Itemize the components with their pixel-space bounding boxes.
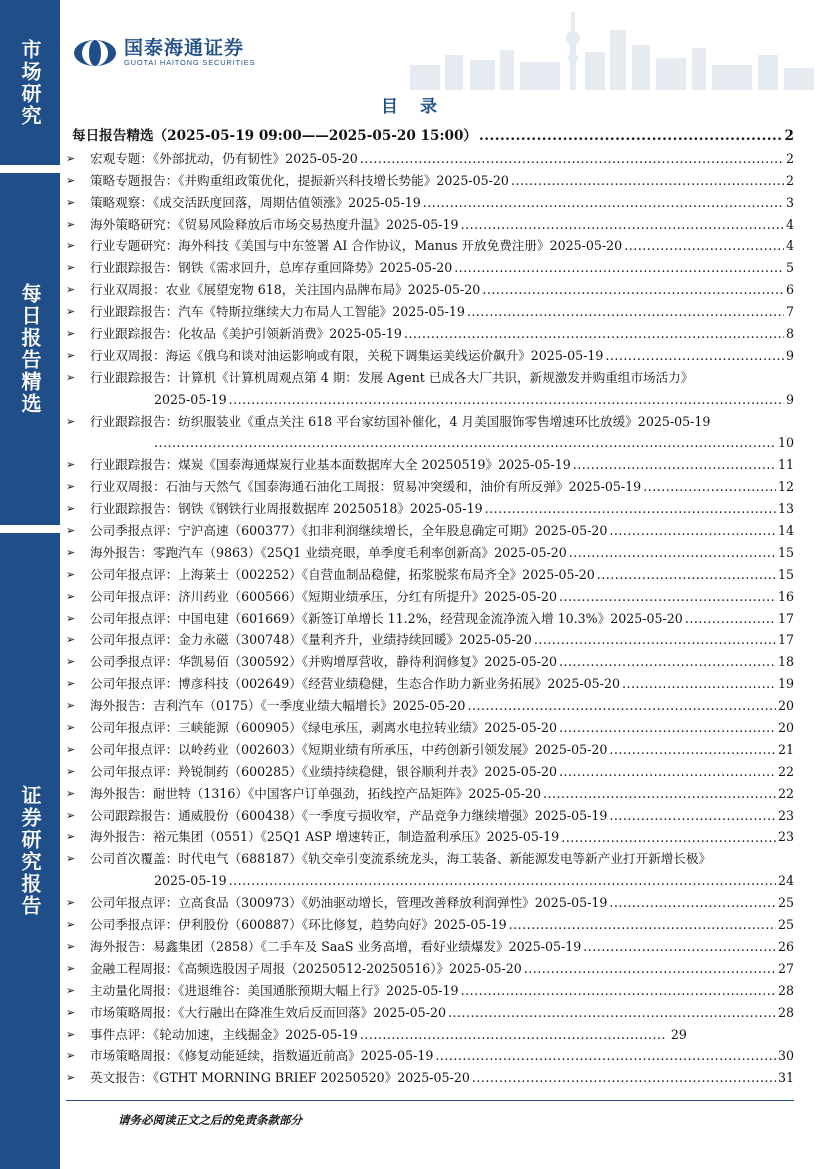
toc-page-number: 19 xyxy=(777,676,794,692)
toc-entry-title: 行业跟踪报告：计算机《计算机周观点第 4 期：发展 Agent 已成各大厂共识，新规激发并购重组市场活力》 xyxy=(90,369,694,385)
toc-page-number: 9 xyxy=(785,347,794,363)
toc-page-number: 28 xyxy=(777,982,794,998)
toc-entry[interactable] xyxy=(66,717,794,739)
toc-entry-title: 英文报告：《GTHT MORNING BRIEF 20250520》2025-05-20 xyxy=(90,1070,470,1086)
toc-entry-title: 市场策略周报：《大行融出在降准生效后反而回落》2025-05-20 xyxy=(90,1004,446,1020)
toc-entry[interactable] xyxy=(66,914,794,936)
toc-entry-title: 海外报告：耐世特（1316）《中国客户订单强劲，拓线控产品矩阵》2025-05-20 xyxy=(90,785,541,801)
toc-entry-title: 行业双周报：石油与天然气《国泰海通石油化工周报：贸易冲突缓和，油价有所反弹》2025-05-19 xyxy=(90,479,642,495)
toc-entry[interactable] xyxy=(66,476,794,498)
arrow-bullet-icon: ➢ xyxy=(66,1005,76,1019)
arrow-bullet-icon: ➢ xyxy=(66,589,76,603)
toc-leader-dots xyxy=(229,389,784,411)
toc-entry[interactable] xyxy=(66,520,794,542)
toc-leader-dots xyxy=(559,586,776,608)
toc-entry-title: 行业双周报：农业《展望宠物 618，关注国内品牌布局》2025-05-20 xyxy=(90,282,481,298)
toc-entry[interactable] xyxy=(66,936,794,958)
toc-page-number: 22 xyxy=(777,785,794,801)
logo-mark-icon xyxy=(72,38,118,68)
toc-leader-dots xyxy=(360,1024,665,1046)
toc-page-number: 20 xyxy=(777,720,794,736)
toc-entry-title: 行业专题研究：海外科技《美国与中东签署 AI 合作协议，Manus 开放免费注册》2025-05-20 xyxy=(90,238,623,254)
toc-leader-dots xyxy=(605,345,784,367)
toc-leader-dots xyxy=(485,498,776,520)
arrow-bullet-icon: ➢ xyxy=(66,633,76,647)
arrow-bullet-icon: ➢ xyxy=(66,217,76,231)
toc-entry-title: 海外报告：裕元集团（0551）《25Q1 ASP 增速转正，制造盈利承压》2025-05-19 xyxy=(90,829,560,845)
disclaimer-footer: 请务必阅读正文之后的免责条款部分 xyxy=(118,1113,302,1127)
arrow-bullet-icon: ➢ xyxy=(66,327,76,340)
toc-leader-dots xyxy=(467,695,776,717)
toc-leader-dots xyxy=(559,651,776,673)
toc-entry-title: 行业跟踪报告：钢铁《钢铁行业周报数据库 20250518》2025-05-19 xyxy=(90,501,483,517)
toc-entry-title: 公司年报点评：济川药业（600566）《短期业绩承压，分红有所提升》2025-05-20 xyxy=(90,588,558,604)
toc-entry[interactable] xyxy=(66,542,794,564)
toc-entry[interactable] xyxy=(66,739,794,761)
toc-entry[interactable] xyxy=(66,148,794,170)
toc-entry-title: 每日报告精选（2025-05-19 09:00——2025-05-20 15:00） xyxy=(72,127,478,144)
toc-leader-dots xyxy=(467,301,784,323)
toc-page-number: 6 xyxy=(785,282,794,298)
arrow-bullet-icon: ➢ xyxy=(66,370,76,384)
toc-leader-dots xyxy=(643,476,776,498)
toc-entry-title: 公司季报点评：伊利股份（600887）《环比修复，趋势向好》2025-05-19 xyxy=(90,917,507,933)
toc-page-number: 2 xyxy=(785,172,794,188)
toc-leader-dots xyxy=(573,454,776,476)
toc-entry-title: 公司年报点评：金力永磁（300748）《量利齐升，业绩持续回暖》2025-05-20 xyxy=(90,632,532,648)
arrow-bullet-icon: ➢ xyxy=(66,195,76,209)
toc-entry[interactable] xyxy=(66,257,794,279)
toc-page-number: 22 xyxy=(777,763,794,779)
toc-entry-title: 行业跟踪报告：钢铁《需求回升，总库存重回降势》2025-05-20 xyxy=(90,260,453,276)
toc-entry[interactable] xyxy=(66,783,794,805)
toc-entry[interactable] xyxy=(66,454,794,476)
toc-entry[interactable] xyxy=(66,805,794,827)
company-logo xyxy=(72,38,255,68)
toc-leader-dots xyxy=(624,235,784,257)
toc-entry-title: 公司年报点评：中国电建（601669）《新签订单增长 11.2%，经营现金流净流入增 10.3%》2025-05-20 xyxy=(90,610,683,626)
arrow-bullet-icon: ➢ xyxy=(66,611,76,625)
toc-leader-dots xyxy=(511,170,784,192)
toc-entry-title: 策略专题报告：《并购重组政策优化，提振新兴科技增长势能》2025-05-20 xyxy=(90,172,509,188)
arrow-bullet-icon: ➢ xyxy=(66,699,76,713)
toc-main-entry[interactable] xyxy=(66,126,794,148)
toc-entry[interactable] xyxy=(66,1002,794,1024)
toc-entry[interactable] xyxy=(66,673,794,695)
toc-entry-title: 策略观察：《成交活跃度回落，周期估值领涨》2025-05-19 xyxy=(90,194,421,210)
toc-leader-dots xyxy=(559,761,776,783)
toc-entry[interactable] xyxy=(66,651,794,673)
toc-leader-dots xyxy=(597,564,776,586)
toc-entry[interactable] xyxy=(66,301,794,323)
toc-entry-title: 海外策略研究：《贸易风险释放后市场交易热度升温》2025-05-19 xyxy=(90,216,459,232)
toc-page-number: 14 xyxy=(777,523,794,539)
toc-leader-dots xyxy=(423,192,784,214)
toc-entry-title: 海外报告：零跑汽车（9863）《25Q1 业绩亮眼，单季度毛利率创新高》2025-05-20 xyxy=(90,544,567,560)
toc-leader-dots xyxy=(404,323,784,345)
arrow-bullet-icon: ➢ xyxy=(66,173,76,187)
toc-title: 目 录 xyxy=(381,97,445,117)
footer-divider xyxy=(66,1100,794,1101)
toc-entry[interactable] xyxy=(66,432,794,454)
toc-page-number: 31 xyxy=(777,1070,794,1086)
toc-entry-title: 公司首次覆盖：时代电气（688187）《轨交牵引变流系统龙头，海工装备、新能源发电等新产业打开新增长极》 xyxy=(90,851,712,867)
arrow-bullet-icon: ➢ xyxy=(66,458,76,472)
toc-entry[interactable] xyxy=(66,564,794,586)
toc-page-number: 23 xyxy=(777,829,794,845)
toc-page-number: 23 xyxy=(777,807,794,823)
toc-leader-dots xyxy=(454,257,784,279)
toc-page-number: 15 xyxy=(777,566,794,582)
arrow-bullet-icon: ➢ xyxy=(66,348,76,362)
toc-leader-dots xyxy=(609,520,776,542)
arrow-bullet-icon: ➢ xyxy=(66,808,76,822)
toc-entry[interactable] xyxy=(66,848,794,870)
toc-page-number: 21 xyxy=(777,741,794,757)
arrow-bullet-icon: ➢ xyxy=(66,1027,76,1041)
toc-page-number: 15 xyxy=(777,544,794,560)
arrow-bullet-icon: ➢ xyxy=(66,918,76,932)
arrow-bullet-icon: ➢ xyxy=(66,764,76,778)
toc-page-number: 2 xyxy=(785,150,794,166)
toc-entry-title: 公司年报点评：上海莱士（002252）《自营血制品稳健，拓浆脱浆布局齐全》2025-05-20 xyxy=(90,566,595,582)
toc-entry-title: 公司年报点评：以岭药业（002603）《短期业绩有所承压，中药创新引领发展》2025-05-20 xyxy=(90,741,608,757)
toc-entry[interactable] xyxy=(66,1024,794,1046)
toc-page-number: 24 xyxy=(777,873,794,889)
toc-entry-title: 行业跟踪报告：汽车《特斯拉继续大力布局人工智能》2025-05-19 xyxy=(90,304,465,320)
arrow-bullet-icon: ➢ xyxy=(66,961,76,975)
skyline-watermark-icon xyxy=(400,10,820,90)
arrow-bullet-icon: ➢ xyxy=(66,721,76,735)
toc-entry-title: 行业跟踪报告：煤炭《国泰海通煤炭行业基本面数据库大全 20250519》2025-05-19 xyxy=(90,457,571,473)
toc-entry-title: 宏观专题：《外部扰动，仍有韧性》2025-05-20 xyxy=(90,150,358,166)
toc-entry[interactable] xyxy=(66,958,794,980)
toc-entry[interactable] xyxy=(66,586,794,608)
toc-page-number: 4 xyxy=(785,238,794,254)
arrow-bullet-icon: ➢ xyxy=(66,502,76,516)
toc-entry[interactable] xyxy=(66,345,794,367)
toc-entry-title: 公司年报点评：羚锐制药（600285）《业绩持续稳健，银谷顺利并表》2025-05-20 xyxy=(90,763,558,779)
toc-entry-title: 公司跟踪报告：通威股份（600438）《一季度亏损收窄，产品竞争力继续增强》2025-05-19 xyxy=(90,807,608,823)
toc-entry[interactable] xyxy=(66,892,794,914)
toc-page-number: 25 xyxy=(777,895,794,911)
toc-entry-title: 主动量化周报：《进退维谷：美国通胀预期大幅上行》2025-05-19 xyxy=(90,982,459,998)
toc-leader-dots xyxy=(509,914,776,936)
toc-leader-dots xyxy=(154,432,776,454)
arrow-bullet-icon: ➢ xyxy=(66,524,76,538)
toc-entry[interactable] xyxy=(66,367,794,389)
toc-entry[interactable] xyxy=(66,980,794,1002)
logo-name-cn: 国泰海通证券 xyxy=(124,37,245,59)
toc-page-number: 4 xyxy=(785,216,794,232)
arrow-bullet-icon: ➢ xyxy=(66,786,76,800)
toc-entry-title: 2025-05-19 xyxy=(154,873,227,889)
toc-entry[interactable] xyxy=(66,323,794,345)
toc-entry[interactable] xyxy=(66,389,794,411)
arrow-bullet-icon: ➢ xyxy=(66,261,76,275)
toc-entry-title: 公司年报点评：博彦科技（002649）《经营业绩稳健，生态合作助力新业务拓展》2025-05-20 xyxy=(90,676,620,692)
toc-page-number: 8 xyxy=(785,326,794,341)
toc-entry[interactable] xyxy=(66,629,794,651)
sidebar-block-daily-picks: 每日报告精选 xyxy=(0,173,60,525)
arrow-bullet-icon: ➢ xyxy=(66,545,76,559)
arrow-bullet-icon: ➢ xyxy=(66,283,76,297)
toc-leader-dots xyxy=(482,279,784,301)
toc-entry-title: 公司年报点评：三峡能源（600905）《绿电承压，剥离水电拉转业绩》2025-05-20 xyxy=(90,720,558,736)
toc-leader-dots xyxy=(461,980,776,1002)
sidebar-block-securities-research: 证券研究报告 xyxy=(0,533,60,1169)
toc-entry[interactable] xyxy=(66,870,794,892)
toc-entry[interactable] xyxy=(66,498,794,520)
toc-entry-title: 公司季报点评：宁沪高速（600377）《扣非利润继续增长，全年股息确定可期》2025-05-20 xyxy=(90,523,608,539)
toc-leader-dots xyxy=(534,629,776,651)
toc-entry-title: 行业跟踪报告：化妆品《美护引领新消费》2025-05-19 xyxy=(90,326,402,341)
toc-page-number: 29 xyxy=(670,1026,687,1042)
toc-leader-dots xyxy=(559,717,776,739)
toc-entry[interactable] xyxy=(66,608,794,630)
arrow-bullet-icon: ➢ xyxy=(66,305,76,319)
toc-leader-dots xyxy=(609,892,776,914)
toc-leader-dots xyxy=(609,739,776,761)
sidebar xyxy=(0,0,60,1169)
toc-page-number: 28 xyxy=(777,1004,794,1020)
toc-entry-title: 公司年报点评：立高食品（300973）《奶油驱动增长，管理改善释放利润弹性》2025-05-19 xyxy=(90,895,608,911)
toc-leader-dots xyxy=(435,1045,776,1067)
toc-page-number: 20 xyxy=(777,698,794,714)
toc-leader-dots xyxy=(229,870,776,892)
toc-entry[interactable] xyxy=(66,695,794,717)
toc-entry[interactable] xyxy=(66,827,794,849)
arrow-bullet-icon: ➢ xyxy=(66,239,76,253)
toc-entry[interactable] xyxy=(66,279,794,301)
arrow-bullet-icon: ➢ xyxy=(66,567,76,581)
arrow-bullet-icon: ➢ xyxy=(66,151,76,165)
toc-entry[interactable] xyxy=(66,411,794,433)
logo-name-en: GUOTAI HAITONG SECURITIES xyxy=(124,58,256,67)
sidebar-block-market-research: 市场研究 xyxy=(0,0,60,165)
toc-page-number: 17 xyxy=(777,610,794,626)
toc-leader-dots xyxy=(543,783,776,805)
arrow-bullet-icon: ➢ xyxy=(66,677,76,691)
arrow-bullet-icon: ➢ xyxy=(66,852,76,866)
arrow-bullet-icon: ➢ xyxy=(66,939,76,953)
toc-leader-dots xyxy=(524,958,776,980)
toc-page-number: 26 xyxy=(777,938,794,954)
toc-leader-dots xyxy=(448,1002,776,1024)
toc-entry[interactable] xyxy=(66,192,794,214)
toc-leader-dots xyxy=(561,827,776,849)
toc-entry-title: 海外报告：易鑫集团（2858）《二手车及 SaaS 业务高增，看好业绩爆发》2025-05-19 xyxy=(90,938,582,954)
toc-leader-dots xyxy=(685,608,776,630)
toc-leader-dots xyxy=(461,214,784,236)
toc-entry-title: 海外报告：吉利汽车（0175）《一季度业绩大幅增长》2025-05-20 xyxy=(90,698,466,714)
toc-entry-title: 行业跟踪报告：纺织服装业《重点关注 618 平台家纺国补催化，4 月美国服饰零售增速环比放缓》2025-05-19 xyxy=(90,413,711,429)
toc-page-number: 10 xyxy=(777,435,794,451)
toc-page-number: 27 xyxy=(777,960,794,976)
toc-leader-dots xyxy=(569,542,776,564)
toc-entry-title: 公司季报点评：华凯易佰（300592）《并购增厚营收，静待利润修复》2025-05-20 xyxy=(90,654,558,670)
arrow-bullet-icon: ➢ xyxy=(66,1071,76,1085)
arrow-bullet-icon: ➢ xyxy=(66,830,76,844)
toc-page-number: 3 xyxy=(785,194,794,210)
toc-entry[interactable] xyxy=(66,214,794,236)
arrow-bullet-icon: ➢ xyxy=(66,983,76,997)
toc-page-number: 30 xyxy=(777,1048,794,1064)
toc-page-number: 11 xyxy=(777,457,794,473)
arrow-bullet-icon: ➢ xyxy=(66,480,76,494)
toc-page-number: 13 xyxy=(777,501,794,517)
toc-entry[interactable] xyxy=(66,1045,794,1067)
arrow-bullet-icon: ➢ xyxy=(66,655,76,669)
table-of-contents xyxy=(66,126,794,1089)
toc-leader-dots xyxy=(479,126,783,148)
toc-page-number: 2 xyxy=(784,127,794,144)
toc-entry-title: 行业双周报：海运《俄乌和谈对油运影响或有限，关税下调集运美线运价飙升》2025-05-19 xyxy=(90,347,604,363)
toc-page-number: 9 xyxy=(785,391,794,407)
toc-entry-title: 金融工程周报：《高频选股因子周报（20250512-20250516）》2025-05-20 xyxy=(90,960,522,976)
toc-page-number: 17 xyxy=(777,632,794,648)
toc-leader-dots xyxy=(609,805,776,827)
toc-page-number: 7 xyxy=(785,304,794,320)
toc-page-number: 5 xyxy=(785,260,794,276)
arrow-bullet-icon: ➢ xyxy=(66,742,76,756)
arrow-bullet-icon: ➢ xyxy=(66,896,76,910)
toc-leader-dots xyxy=(360,148,784,170)
toc-leader-dots xyxy=(622,673,776,695)
toc-entry-title: 事件点评：《轮动加速，主线掘金》2025-05-19 xyxy=(90,1026,358,1042)
toc-page-number: 18 xyxy=(777,654,794,670)
toc-page-number: 12 xyxy=(777,479,794,495)
arrow-bullet-icon: ➢ xyxy=(66,414,76,428)
arrow-bullet-icon: ➢ xyxy=(66,1049,76,1063)
toc-leader-dots xyxy=(583,936,776,958)
toc-entry[interactable] xyxy=(66,1067,794,1089)
toc-entry-title: 市场策略周报：《修复动能延续，指数逼近前高》2025-05-19 xyxy=(90,1048,434,1064)
toc-page-number: 25 xyxy=(777,917,794,933)
toc-leader-dots xyxy=(472,1067,776,1089)
toc-entry[interactable] xyxy=(66,235,794,257)
toc-entry[interactable] xyxy=(66,761,794,783)
toc-entry-title: 2025-05-19 xyxy=(154,391,227,407)
toc-page-number: 16 xyxy=(777,588,794,604)
toc-entry[interactable] xyxy=(66,170,794,192)
